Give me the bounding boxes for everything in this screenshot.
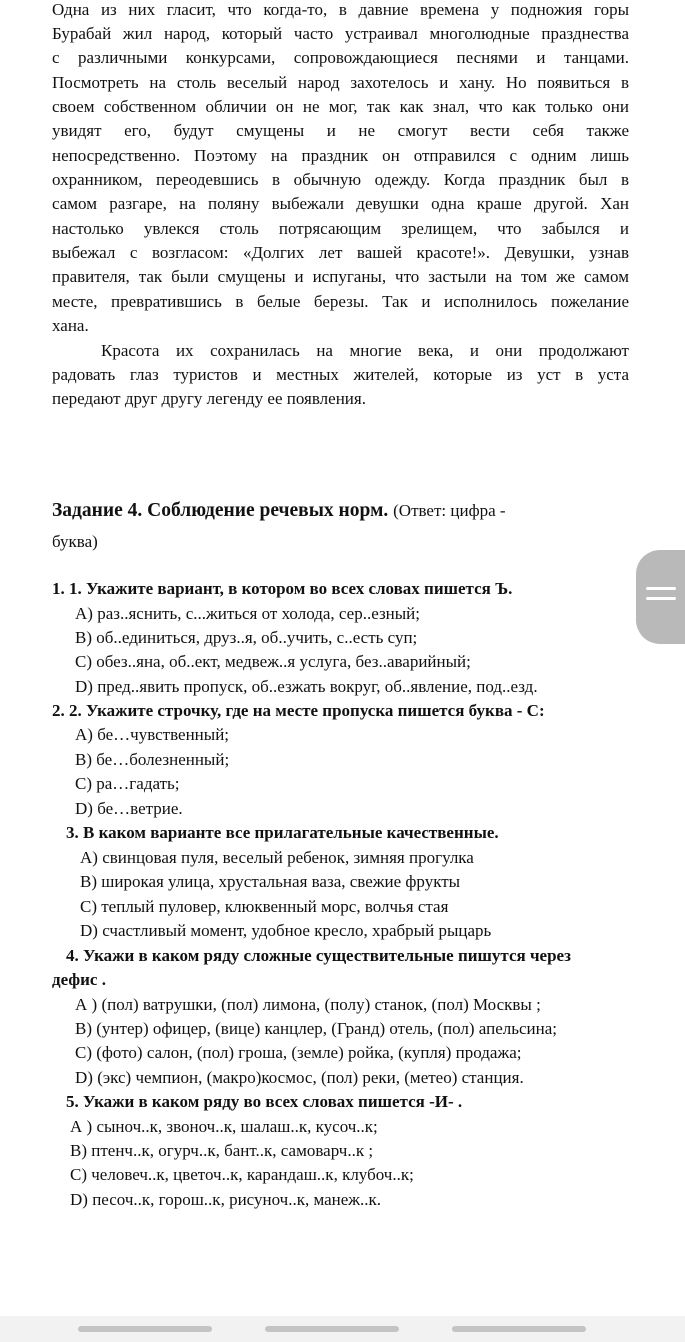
- text-line: Бурабай жил народ, который часто устраивал многолюдные празднества: [52, 24, 629, 43]
- text-line: хана.: [52, 316, 89, 335]
- text-line: правителя, так были смущены и испуганы, что застыли на том же самом: [52, 267, 629, 286]
- scroll-handle[interactable]: [636, 550, 685, 644]
- text-line: охранником, переодевшись в обычную одежду. Когда праздник был в: [52, 170, 629, 189]
- question-1-option-d: D) пред..явить пропуск, об..езжать вокруг, об..явление, под..езд.: [75, 677, 538, 696]
- text-line: передают друг другу легенду ее появления.: [52, 389, 366, 408]
- text-line: настолько увлекся столь потрясающим зрелищем, что забылся и: [52, 219, 629, 238]
- question-1-option-c: С) обез..яна, об..ект, медвеж..я услуга, без..аварийный;: [75, 652, 471, 671]
- text-line: Красота их сохранилась на многие века, и они продолжают: [101, 341, 629, 360]
- text-line: увидят его, будут смущены и не смогут вести себя также: [52, 121, 629, 140]
- page-indicator-bar: [0, 1316, 685, 1342]
- question-2-option-a: А) бе…чувственный;: [75, 725, 230, 744]
- text-line: с различными конкурсами, сопровождающиеся песнями и танцами.: [52, 48, 629, 67]
- task-title: Задание 4. Соблюдение речевых норм.: [52, 500, 389, 521]
- text-line: самом разгаре, на поляну выбежали девушки одна краше другой. Хан: [52, 194, 629, 213]
- page-indicator-pill[interactable]: [265, 1326, 399, 1332]
- question-4-option-b: В) (унтер) офицер, (вице) канцлер, (Гранд) отель, (пол) апельсина;: [75, 1019, 558, 1038]
- task-note: (Ответ: цифра -: [393, 501, 506, 520]
- grip-line-icon: [646, 597, 676, 600]
- page-indicator-pill[interactable]: [78, 1326, 212, 1332]
- text-line: непосредственно. Поэтому на праздник он отправился с одним лишь: [52, 146, 629, 165]
- question-5-option-b: В) птенч..к, огурч..к, бант..к, самоварч..к ;: [70, 1141, 374, 1160]
- text-line: Посмотреть на столь веселый народ захотелось и хану. Но появиться в: [52, 73, 629, 92]
- question-1-option-a: А) раз..яснить, с...житься от холода, сер..езный;: [75, 604, 421, 623]
- question-4-option-d: D) (экс) чемпион, (макро)космос, (пол) реки, (метео) станция.: [75, 1068, 524, 1087]
- question-2-option-b: В) бе…болезненный;: [75, 750, 230, 769]
- question-4-option-a: А ) (пол) ватрушки, (пол) лимона, (полу) станок, (пол) Москвы ;: [75, 995, 541, 1014]
- question-5-option-c: С) человеч..к, цветоч..к, карандаш..к, клубоч..к;: [70, 1165, 414, 1184]
- question-3-option-d: D) счастливый момент, удобное кресло, храбрый рыцарь: [80, 921, 492, 940]
- question-2-title: 2. 2. Укажите строчку, где на месте пропуска пишется буква - С:: [52, 701, 545, 720]
- question-5-title: 5. Укажи в каком ряду во всех словах пишется -И- .: [66, 1092, 463, 1111]
- task-heading: [52, 499, 506, 523]
- grip-line-icon: [646, 587, 676, 590]
- question-5-option-a: А ) сыноч..к, звоноч..к, шалаш..к, кусоч..к;: [70, 1117, 378, 1136]
- question-3-title: 3. В каком варианте все прилагательные качественные.: [66, 823, 499, 842]
- text-line: месте, превратившись в белые березы. Так и исполнилось пожелание: [52, 292, 629, 311]
- question-4-title: 4. Укажи в каком ряду сложные существительные пишутся через: [66, 946, 571, 965]
- question-3-option-b: В) широкая улица, хрустальная ваза, свежие фрукты: [80, 872, 461, 891]
- question-1-title: 1. 1. Укажите вариант, в котором во всех словах пишется Ъ.: [52, 579, 513, 598]
- question-4-option-c: С) (фото) салон, (пол) гроша, (земле) ройка, (купля) продажа;: [75, 1043, 522, 1062]
- text-line: своем собственном обличии он не мог, так как знал, что как только они: [52, 97, 629, 116]
- text-line: Одна из них гласит, что когда-то, в давние времена у подножия горы: [52, 0, 629, 19]
- question-4-title-continued: дефис .: [52, 970, 106, 989]
- question-5-option-d: D) песоч..к, горош..к, рисуноч..к, манеж..к.: [70, 1190, 382, 1209]
- question-2-option-c: С) ра…гадать;: [75, 774, 180, 793]
- text-line: радовать глаз туристов и местных жителей, которые из уст в уста: [52, 365, 629, 384]
- question-1-option-b: В) об..единиться, друз..я, об..учить, с..есть суп;: [75, 628, 418, 647]
- task-note-continued: буква): [52, 532, 98, 551]
- page-indicator-pill[interactable]: [452, 1326, 586, 1332]
- question-2-option-d: D) бе…ветрие.: [75, 799, 183, 818]
- question-3-option-a: А) свинцовая пуля, веселый ребенок, зимняя прогулка: [80, 848, 474, 867]
- text-line: выбежал с возгласом: «Долгих лет вашей красоте!». Девушки, узнав: [52, 243, 629, 262]
- question-3-option-c: С) теплый пуловер, клюквенный морс, волчья стая: [80, 897, 449, 916]
